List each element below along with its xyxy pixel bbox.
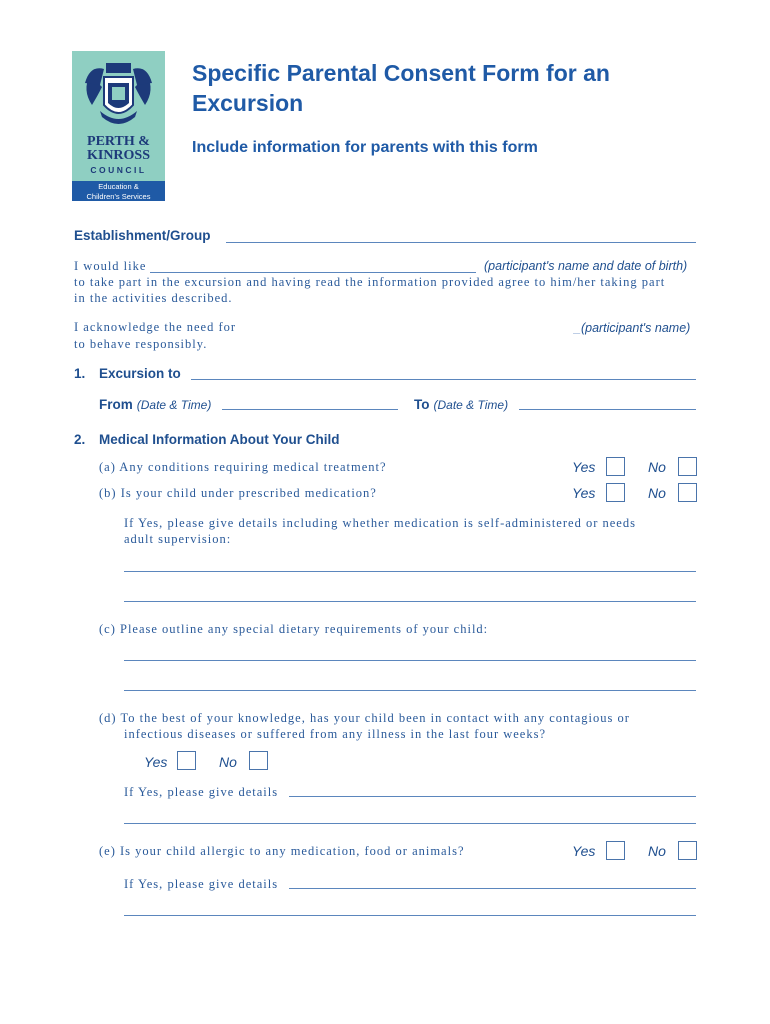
from-date-time-field[interactable] bbox=[222, 409, 398, 410]
establishment-field[interactable] bbox=[226, 242, 696, 243]
to-hint: (Date & Time) bbox=[433, 398, 509, 412]
question-a-no-checkbox[interactable] bbox=[678, 457, 697, 476]
question-a-yes-checkbox[interactable] bbox=[606, 457, 625, 476]
details-b-answer-line-1[interactable] bbox=[124, 571, 696, 572]
section-2-title: Medical Information About Your Child bbox=[99, 432, 340, 447]
details-d-label bbox=[124, 785, 278, 800]
question-d-yes-label: Yes bbox=[144, 754, 168, 770]
dietary-answer-line-2[interactable] bbox=[124, 690, 696, 691]
department-line-2: Children's Services bbox=[86, 192, 151, 201]
details-b-line-1 bbox=[124, 516, 636, 531]
to-label: To bbox=[414, 397, 430, 412]
department-line-1: Education & bbox=[98, 182, 139, 191]
question-e-yes-label: Yes bbox=[572, 843, 596, 859]
question-e-yes-checkbox[interactable] bbox=[606, 841, 625, 860]
department-band bbox=[72, 181, 165, 201]
section-2-number: 2. bbox=[74, 432, 86, 447]
participant-name-dob-field[interactable] bbox=[150, 272, 476, 273]
details-b-line-2: adult supervision: bbox=[124, 532, 232, 546]
details-b-answer-line-2[interactable] bbox=[124, 601, 696, 602]
logo-line-1: PERTH & bbox=[87, 134, 150, 149]
establishment-label: Establishment/Group bbox=[74, 228, 211, 243]
to-date-time-field[interactable] bbox=[519, 409, 696, 410]
question-d-no-checkbox[interactable] bbox=[249, 751, 268, 770]
page-title: Specific Parental Consent Form for an Excursion bbox=[192, 60, 610, 116]
excursion-to-field[interactable] bbox=[191, 379, 696, 380]
details-e-answer-line-2[interactable] bbox=[124, 915, 696, 916]
logo-line-2: KINROSS bbox=[86, 148, 151, 163]
details-d-answer-line-2[interactable] bbox=[124, 823, 696, 824]
details-e-answer-line-1[interactable] bbox=[289, 888, 696, 889]
details-d-text: please give details bbox=[167, 785, 279, 799]
acknowledge-name-field[interactable] bbox=[250, 334, 576, 335]
acknowledge-hint-text: (participant's name) bbox=[580, 321, 691, 335]
question-e-no-label: No bbox=[648, 843, 666, 859]
logo-line-3: COUNCIL bbox=[90, 165, 147, 175]
question-b-no-checkbox[interactable] bbox=[678, 483, 697, 502]
to-label-group bbox=[414, 396, 508, 414]
question-d-line-2: infectious diseases or suffered from any illness in the last four weeks? bbox=[124, 727, 547, 741]
question-e-no-checkbox[interactable] bbox=[678, 841, 697, 860]
participant-name-dob-hint: (participant's name and date of birth) bbox=[484, 259, 688, 273]
council-logo bbox=[72, 51, 165, 201]
question-a-yes-label: Yes bbox=[572, 459, 596, 475]
question-b: (b) Is your child under prescribed medication? bbox=[99, 486, 377, 500]
question-c: (c) Please outline any special dietary requirements of your child: bbox=[99, 622, 489, 636]
intro-line-2: to take part in the excursion and having read the information provided agree to him/her taking part bbox=[74, 275, 666, 289]
question-d-no-label: No bbox=[219, 754, 237, 770]
dietary-answer-line-1[interactable] bbox=[124, 660, 696, 661]
intro-line-3: in the activities described. bbox=[74, 291, 233, 305]
question-b-yes-checkbox[interactable] bbox=[606, 483, 625, 502]
acknowledge-line-2: to behave responsibly. bbox=[74, 337, 208, 351]
question-b-yes-label: Yes bbox=[572, 485, 596, 501]
acknowledge-hint: _(participant's name) bbox=[574, 321, 691, 335]
question-d-line-1: (d) To the best of your knowledge, has your child been in contact with any contagious or bbox=[99, 711, 630, 725]
if-yes-e: If Yes, bbox=[124, 877, 164, 891]
crest-icon bbox=[80, 55, 157, 135]
from-label: From bbox=[99, 397, 133, 412]
details-e-label bbox=[124, 877, 278, 892]
details-d-answer-line-1[interactable] bbox=[289, 796, 696, 797]
excursion-to-label: Excursion to bbox=[99, 366, 181, 381]
question-a-no-label: No bbox=[648, 459, 666, 475]
details-b-text-1: please give details including whether medication is self-administered or needs bbox=[167, 516, 636, 530]
intro-i-would-like: I would like bbox=[74, 259, 147, 273]
if-yes-b: If Yes, bbox=[124, 516, 164, 530]
question-d-yes-checkbox[interactable] bbox=[177, 751, 196, 770]
details-e-text: please give details bbox=[167, 877, 279, 891]
question-a: (a) Any conditions requiring medical treatment? bbox=[99, 460, 387, 474]
section-1-number: 1. bbox=[74, 366, 86, 381]
from-label-group bbox=[99, 396, 211, 414]
if-yes-d: If Yes, bbox=[124, 785, 164, 799]
question-b-no-label: No bbox=[648, 485, 666, 501]
from-hint: (Date & Time) bbox=[136, 398, 212, 412]
acknowledge-line-1: I acknowledge the need for bbox=[74, 320, 237, 334]
page-subtitle: Include information for parents with this form bbox=[192, 139, 538, 156]
question-e: (e) Is your child allergic to any medication, food or animals? bbox=[99, 844, 465, 858]
